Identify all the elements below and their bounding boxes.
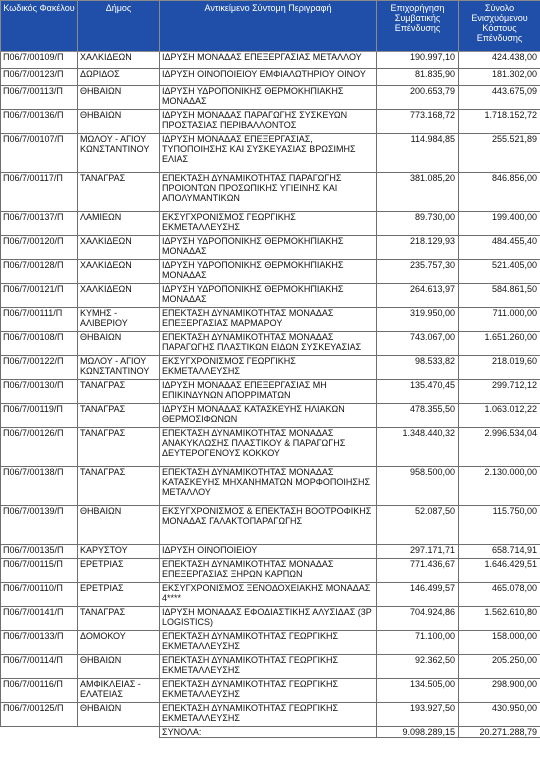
cell-municipality: ΜΩΛΟΥ - ΑΓΙΟΥ ΚΩΝΣΤΑΝΤΙΝΟΥ <box>78 356 160 380</box>
table-row <box>1 69 540 86</box>
table-row <box>1 308 540 332</box>
cell-description: ΙΔΡΥΣΗ ΥΔΡΟΠΟΝΙΚΗΣ ΘΕΡΜΟΚΗΠΙΑΚΗΣ ΜΟΝΑΔΑΣ <box>160 284 377 308</box>
table-header <box>1 1 540 52</box>
cell-description: ΙΔΡΥΣΗ ΟΙΝΟΠΟΙΕΙΟΥ ΕΜΦΙΑΛΩΤΗΡΙΟΥ ΟΙΝΟΥ <box>160 69 377 86</box>
cell-total-cost: 521.405,00 <box>459 260 540 284</box>
table-row <box>1 559 540 583</box>
cell-total-cost: 1.562.610,80 <box>459 607 540 631</box>
cell-description: ΕΚΣΥΓΧΡΟΝΙΣΜΟΣ ΞΕΝΟΔΟΧΕΙΑΚΗΣ ΜΟΝΑΔΑΣ 4**** <box>160 583 377 607</box>
table-row <box>1 52 540 69</box>
cell-code: Π06/7/00130/Π <box>1 380 78 404</box>
cell-municipality: ΧΑΛΚΙΔΕΩΝ <box>78 260 160 284</box>
cell-total-cost: 846.856,00 <box>459 173 540 212</box>
cell-eligible: 381.085,20 <box>377 173 459 212</box>
cell-code: Π06/7/00113/Π <box>1 86 78 110</box>
table-row <box>1 428 540 467</box>
cell-code: Π06/7/00109/Π <box>1 52 78 69</box>
cell-total-cost: 1.718.152,72 <box>459 110 540 134</box>
totals-eligible: 9.098.289,15 <box>377 727 459 738</box>
cell-total-cost: 443.675,09 <box>459 86 540 110</box>
cell-code: Π06/7/00133/Π <box>1 631 78 655</box>
cell-code: Π06/7/00137/Π <box>1 212 78 236</box>
cell-municipality: ΕΡΕΤΡΙΑΣ <box>78 583 160 607</box>
cell-description: ΕΠΕΚΤΑΣΗ ΔΥΝΑΜΙΚΟΤΗΤΑΣ ΓΕΩΡΓΙΚΗΣ ΕΚΜΕΤΑΛΛΕΥΣΗΣ <box>160 679 377 703</box>
cell-municipality: ΑΜΦΙΚΛΕΙΑΣ - ΕΛΑΤΕΙΑΣ <box>78 679 160 703</box>
cell-code: Π06/7/00139/Π <box>1 506 78 545</box>
table-row <box>1 212 540 236</box>
cell-description: ΕΠΕΚΤΑΣΗ ΔΥΝΑΜΙΚΟΤΗΤΑΣ ΜΟΝΑΔΑΣ ΑΝΑΚΥΚΛΩΣΗΣ ΠΛΑΣΤΙΚΟΥ & ΠΑΡΑΓΩΓΗΣ ΔΕΥΤΕΡΟΓΕΝΟΥΣ ΚΟΚΚΟΥ <box>160 428 377 467</box>
header-total-cost: Σύνολο Ενισχυόμενου Κόστους Επένδυσης <box>459 1 540 52</box>
cell-municipality: ΤΑΝΑΓΡΑΣ <box>78 380 160 404</box>
cell-eligible: 52.087,50 <box>377 506 459 545</box>
table-row <box>1 332 540 356</box>
cell-eligible: 319.950,00 <box>377 308 459 332</box>
cell-code: Π06/7/00135/Π <box>1 545 78 559</box>
table-row <box>1 260 540 284</box>
cell-eligible: 146.499,57 <box>377 583 459 607</box>
cell-total-cost: 465.078,00 <box>459 583 540 607</box>
cell-code: Π06/7/00111/Π <box>1 308 78 332</box>
cell-municipality: ΧΑΛΚΙΔΕΩΝ <box>78 52 160 69</box>
cell-description: ΙΔΡΥΣΗ ΜΟΝΑΔΑΣ ΕΠΕΞΕΡΓΑΣΙΑΣ ΜΗ ΕΠΙΚΙΝΔΥΝΩΝ ΑΠΟΡΡΙΜΑΤΩΝ <box>160 380 377 404</box>
header-code: Κωδικός Φακέλου <box>1 1 78 52</box>
table-row <box>1 356 540 380</box>
cell-description: ΕΠΕΚΤΑΣΗ ΔΥΝΑΜΙΚΟΤΗΤΑΣ ΓΕΩΡΓΙΚΗΣ ΕΚΜΕΤΑΛΛΕΥΣΗΣ <box>160 655 377 679</box>
table-row <box>1 545 540 559</box>
cell-eligible: 190.997,10 <box>377 52 459 69</box>
cell-municipality: ΚΑΡΥΣΤΟΥ <box>78 545 160 559</box>
cell-description: ΕΠΕΚΤΑΣΗ ΔΥΝΑΜΙΚΟΤΗΤΑΣ ΓΕΩΡΓΙΚΗΣ ΕΚΜΕΤΑΛΛΕΥΣΗΣ <box>160 631 377 655</box>
cell-total-cost: 115.750,00 <box>459 506 540 545</box>
cell-eligible: 92.362,50 <box>377 655 459 679</box>
cell-eligible: 71.100,00 <box>377 631 459 655</box>
cell-code: Π06/7/00116/Π <box>1 679 78 703</box>
cell-code: Π06/7/00122/Π <box>1 356 78 380</box>
cell-total-cost: 584.861,50 <box>459 284 540 308</box>
cell-description: ΙΔΡΥΣΗ ΥΔΡΟΠΟΝΙΚΗΣ ΘΕΡΜΟΚΗΠΙΑΚΗΣ ΜΟΝΑΔΑΣ <box>160 260 377 284</box>
cell-total-cost: 205.250,00 <box>459 655 540 679</box>
totals-label: ΣΥΝΟΛΑ: <box>160 727 377 738</box>
cell-municipality: ΤΑΝΑΓΡΑΣ <box>78 607 160 631</box>
header-municipality: Δήμος <box>78 1 160 52</box>
cell-code: Π06/7/00107/Π <box>1 134 78 173</box>
cell-description: ΙΔΡΥΣΗ ΥΔΡΟΠΟΝΙΚΗΣ ΘΕΡΜΟΚΗΠΙΑΚΗΣ ΜΟΝΑΔΑΣ <box>160 236 377 260</box>
cell-code: Π06/7/00123/Π <box>1 69 78 86</box>
cell-code: Π06/7/00110/Π <box>1 583 78 607</box>
cell-total-cost: 658.714,91 <box>459 545 540 559</box>
cell-total-cost: 1.063.012,22 <box>459 404 540 428</box>
totals-blank-2 <box>78 727 160 738</box>
cell-municipality: ΜΩΛΟΥ - ΑΓΙΟΥ ΚΩΝΣΤΑΝΤΙΝΟΥ <box>78 134 160 173</box>
cell-description: ΕΠΕΚΤΑΣΗ ΔΥΝΑΜΙΚΟΤΗΤΑΣ ΜΟΝΑΔΑΣ ΠΑΡΑΓΩΓΗΣ ΠΛΑΣΤΙΚΩΝ ΕΙΔΩΝ ΣΥΣΚΕΥΑΣΙΑΣ <box>160 332 377 356</box>
cell-description: ΙΔΡΥΣΗ ΜΟΝΑΔΑΣ ΕΦΟΔΙΑΣΤΙΚΗΣ ΑΛΥΣΙΔΑΣ (3P LOGISTICS) <box>160 607 377 631</box>
header-eligible: Επιχορήγηση Συμβατικής Επένδυσης <box>377 1 459 52</box>
cell-code: Π06/7/00114/Π <box>1 655 78 679</box>
cell-municipality: ΚΥΜΗΣ - ΑΛΙΒΕΡΙΟΥ <box>78 308 160 332</box>
cell-description: ΕΚΣΥΓΧΡΟΝΙΣΜΟΣ ΓΕΩΡΓΙΚΗΣ ΕΚΜΕΤΑΛΛΕΥΣΗΣ <box>160 356 377 380</box>
cell-municipality: ΘΗΒΑΙΩΝ <box>78 703 160 727</box>
cell-municipality: ΧΑΛΚΙΔΕΩΝ <box>78 284 160 308</box>
cell-eligible: 264.613,97 <box>377 284 459 308</box>
cell-total-cost: 1.646.429,51 <box>459 559 540 583</box>
cell-description: ΙΔΡΥΣΗ ΜΟΝΑΔΑΣ ΚΑΤΑΣΚΕΥΗΣ ΗΛΙΑΚΩΝ ΘΕΡΜΟΣΙΦΩΝΩΝ <box>160 404 377 428</box>
totals-total-cost: 20.271.288,79 <box>459 727 540 738</box>
cell-municipality: ΤΑΝΑΓΡΑΣ <box>78 404 160 428</box>
cell-description: ΕΠΕΚΤΑΣΗ ΔΥΝΑΜΙΚΟΤΗΤΑΣ ΜΟΝΑΔΑΣ ΕΠΕΞΕΡΓΑΣΙΑΣ ΞΗΡΩΝ ΚΑΡΠΩΝ <box>160 559 377 583</box>
cell-description: ΙΔΡΥΣΗ ΜΟΝΑΔΑΣ ΕΠΕΞΕΡΓΑΣΙΑΣ, ΤΥΠΟΠΟΙΗΣΗΣ ΚΑΙ ΣΥΣΚΕΥΑΣΙΑΣ ΒΡΩΣΙΜΗΣ ΕΛΙΑΣ <box>160 134 377 173</box>
cell-municipality: ΛΑΜΙΕΩΝ <box>78 212 160 236</box>
cell-eligible: 193.927,50 <box>377 703 459 727</box>
cell-municipality: ΘΗΒΑΙΩΝ <box>78 655 160 679</box>
cell-municipality: ΤΑΝΑΓΡΑΣ <box>78 428 160 467</box>
cell-municipality: ΔΩΡΙΔΟΣ <box>78 69 160 86</box>
cell-total-cost: 158.000,00 <box>459 631 540 655</box>
cell-eligible: 134.505,00 <box>377 679 459 703</box>
cell-description: ΕΠΕΚΤΑΣΗ ΔΥΝΑΜΙΚΟΤΗΤΑΣ ΠΑΡΑΓΩΓΗΣ ΠΡΟΙΟΝΤΩΝ ΠΡΟΣΩΠΙΚΗΣ ΥΓΙΕΙΝΗΣ ΚΑΙ ΑΠΟΛΥΜΑΝΤΙΚΩΝ <box>160 173 377 212</box>
cell-code: Π06/7/00119/Π <box>1 404 78 428</box>
cell-code: Π06/7/00108/Π <box>1 332 78 356</box>
cell-total-cost: 424.438,00 <box>459 52 540 69</box>
cell-municipality: ΘΗΒΑΙΩΝ <box>78 506 160 545</box>
cell-eligible: 114.984,85 <box>377 134 459 173</box>
header-description: Αντικείμενο Σύντομη Περιγραφή <box>160 1 377 52</box>
cell-total-cost: 711.000,00 <box>459 308 540 332</box>
cell-eligible: 773.168,72 <box>377 110 459 134</box>
table-row <box>1 607 540 631</box>
table-row <box>1 679 540 703</box>
table-row <box>1 134 540 173</box>
cell-total-cost: 255.521,89 <box>459 134 540 173</box>
cell-municipality: ΔΟΜΟΚΟΥ <box>78 631 160 655</box>
cell-total-cost: 430.950,00 <box>459 703 540 727</box>
table-row <box>1 631 540 655</box>
cell-municipality: ΘΗΒΑΙΩΝ <box>78 86 160 110</box>
cell-total-cost: 2.996.534,04 <box>459 428 540 467</box>
cell-municipality: ΤΑΝΑΓΡΑΣ <box>78 173 160 212</box>
cell-eligible: 200.653,79 <box>377 86 459 110</box>
cell-description: ΙΔΡΥΣΗ ΟΙΝΟΠΟΙΕΙΟΥ <box>160 545 377 559</box>
cell-total-cost: 181.302,00 <box>459 69 540 86</box>
cell-code: Π06/7/00136/Π <box>1 110 78 134</box>
table-row <box>1 86 540 110</box>
cell-total-cost: 218.019,60 <box>459 356 540 380</box>
table-row <box>1 655 540 679</box>
table-row <box>1 404 540 428</box>
table-row <box>1 236 540 260</box>
cell-description: ΕΚΣΥΓΧΡΟΝΙΣΜΟΣ & ΕΠΕΚΤΑΣΗ ΒΟΟΤΡΟΦΙΚΗΣ ΜΟΝΑΔΑΣ ΓΑΛΑΚΤΟΠΑΡΑΓΩΓΗΣ <box>160 506 377 545</box>
cell-total-cost: 484.455,40 <box>459 236 540 260</box>
cell-description: ΙΔΡΥΣΗ ΜΟΝΑΔΑΣ ΠΑΡΑΓΩΓΗΣ ΣΥΣΚΕΥΩΝ ΠΡΟΣΤΑΣΙΑΣ ΠΕΡΙΒΑΛΛΟΝΤΟΣ <box>160 110 377 134</box>
cell-eligible: 218.129,93 <box>377 236 459 260</box>
cell-eligible: 771.436,67 <box>377 559 459 583</box>
cell-eligible: 135.470,45 <box>377 380 459 404</box>
cell-description: ΕΚΣΥΓΧΡΟΝΙΣΜΟΣ ΓΕΩΡΓΙΚΗΣ ΕΚΜΕΤΑΛΛΕΥΣΗΣ <box>160 212 377 236</box>
cell-code: Π06/7/00121/Π <box>1 284 78 308</box>
cell-eligible: 958.500,00 <box>377 467 459 506</box>
cell-total-cost: 199.400,00 <box>459 212 540 236</box>
totals-row <box>1 727 540 738</box>
cell-municipality: ΧΑΛΚΙΔΕΩΝ <box>78 236 160 260</box>
cell-eligible: 81.835,90 <box>377 69 459 86</box>
cell-code: Π06/7/00120/Π <box>1 236 78 260</box>
cell-description: ΕΠΕΚΤΑΣΗ ΔΥΝΑΜΙΚΟΤΗΤΑΣ ΓΕΩΡΓΙΚΗΣ ΕΚΜΕΤΑΛΛΕΥΣΗΣ <box>160 703 377 727</box>
cell-municipality: ΕΡΕΤΡΙΑΣ <box>78 559 160 583</box>
cell-total-cost: 1.651.260,00 <box>459 332 540 356</box>
cell-code: Π06/7/00138/Π <box>1 467 78 506</box>
table-row <box>1 703 540 727</box>
cell-description: ΕΠΕΚΤΑΣΗ ΔΥΝΑΜΙΚΟΤΗΤΑΣ ΜΟΝΑΔΑΣ ΕΠΕΞΕΡΓΑΣΙΑΣ ΜΑΡΜΑΡΟΥ <box>160 308 377 332</box>
cell-municipality: ΘΗΒΑΙΩΝ <box>78 332 160 356</box>
table-row <box>1 284 540 308</box>
cell-eligible: 297.171,71 <box>377 545 459 559</box>
cell-code: Π06/7/00141/Π <box>1 607 78 631</box>
cell-code: Π06/7/00128/Π <box>1 260 78 284</box>
table-footer <box>1 727 540 738</box>
cell-description: ΕΠΕΚΤΑΣΗ ΔΥΝΑΜΙΚΟΤΗΤΑΣ ΜΟΝΑΔΑΣ ΚΑΤΑΣΚΕΥΗΣ ΜΗΧΑΝΗΜΑΤΩΝ ΜΟΡΦΟΠΟΙΗΣΗΣ ΜΕΤΑΛΛΟΥ <box>160 467 377 506</box>
table-row <box>1 583 540 607</box>
cell-eligible: 478.355,50 <box>377 404 459 428</box>
table-row <box>1 506 540 545</box>
cell-total-cost: 2.130.000,00 <box>459 467 540 506</box>
table-row <box>1 467 540 506</box>
cell-code: Π06/7/00117/Π <box>1 173 78 212</box>
table-body <box>1 52 540 727</box>
cell-description: ΙΔΡΥΣΗ ΜΟΝΑΔΑΣ ΕΠΕΞΕΡΓΑΣΙΑΣ ΜΕΤΑΛΛΟΥ <box>160 52 377 69</box>
cell-eligible: 89.730,00 <box>377 212 459 236</box>
cell-description: ΙΔΡΥΣΗ ΥΔΡΟΠΟΝΙΚΗΣ ΘΕΡΜΟΚΗΠΙΑΚΗΣ ΜΟΝΑΔΑΣ <box>160 86 377 110</box>
table-row <box>1 380 540 404</box>
cell-municipality: ΤΑΝΑΓΡΑΣ <box>78 467 160 506</box>
cell-eligible: 235.757,30 <box>377 260 459 284</box>
cell-total-cost: 299.712,12 <box>459 380 540 404</box>
cell-code: Π06/7/00126/Π <box>1 428 78 467</box>
cell-eligible: 743.067,00 <box>377 332 459 356</box>
table-row <box>1 173 540 212</box>
cell-total-cost: 298.900,00 <box>459 679 540 703</box>
cell-eligible: 98.533,82 <box>377 356 459 380</box>
cell-code: Π06/7/00115/Π <box>1 559 78 583</box>
header-row <box>1 1 540 52</box>
totals-blank-1 <box>1 727 78 738</box>
cell-code: Π06/7/00125/Π <box>1 703 78 727</box>
table-row <box>1 110 540 134</box>
cell-eligible: 704.924,86 <box>377 607 459 631</box>
cell-municipality: ΘΗΒΑΙΩΝ <box>78 110 160 134</box>
cell-eligible: 1.348.440,32 <box>377 428 459 467</box>
